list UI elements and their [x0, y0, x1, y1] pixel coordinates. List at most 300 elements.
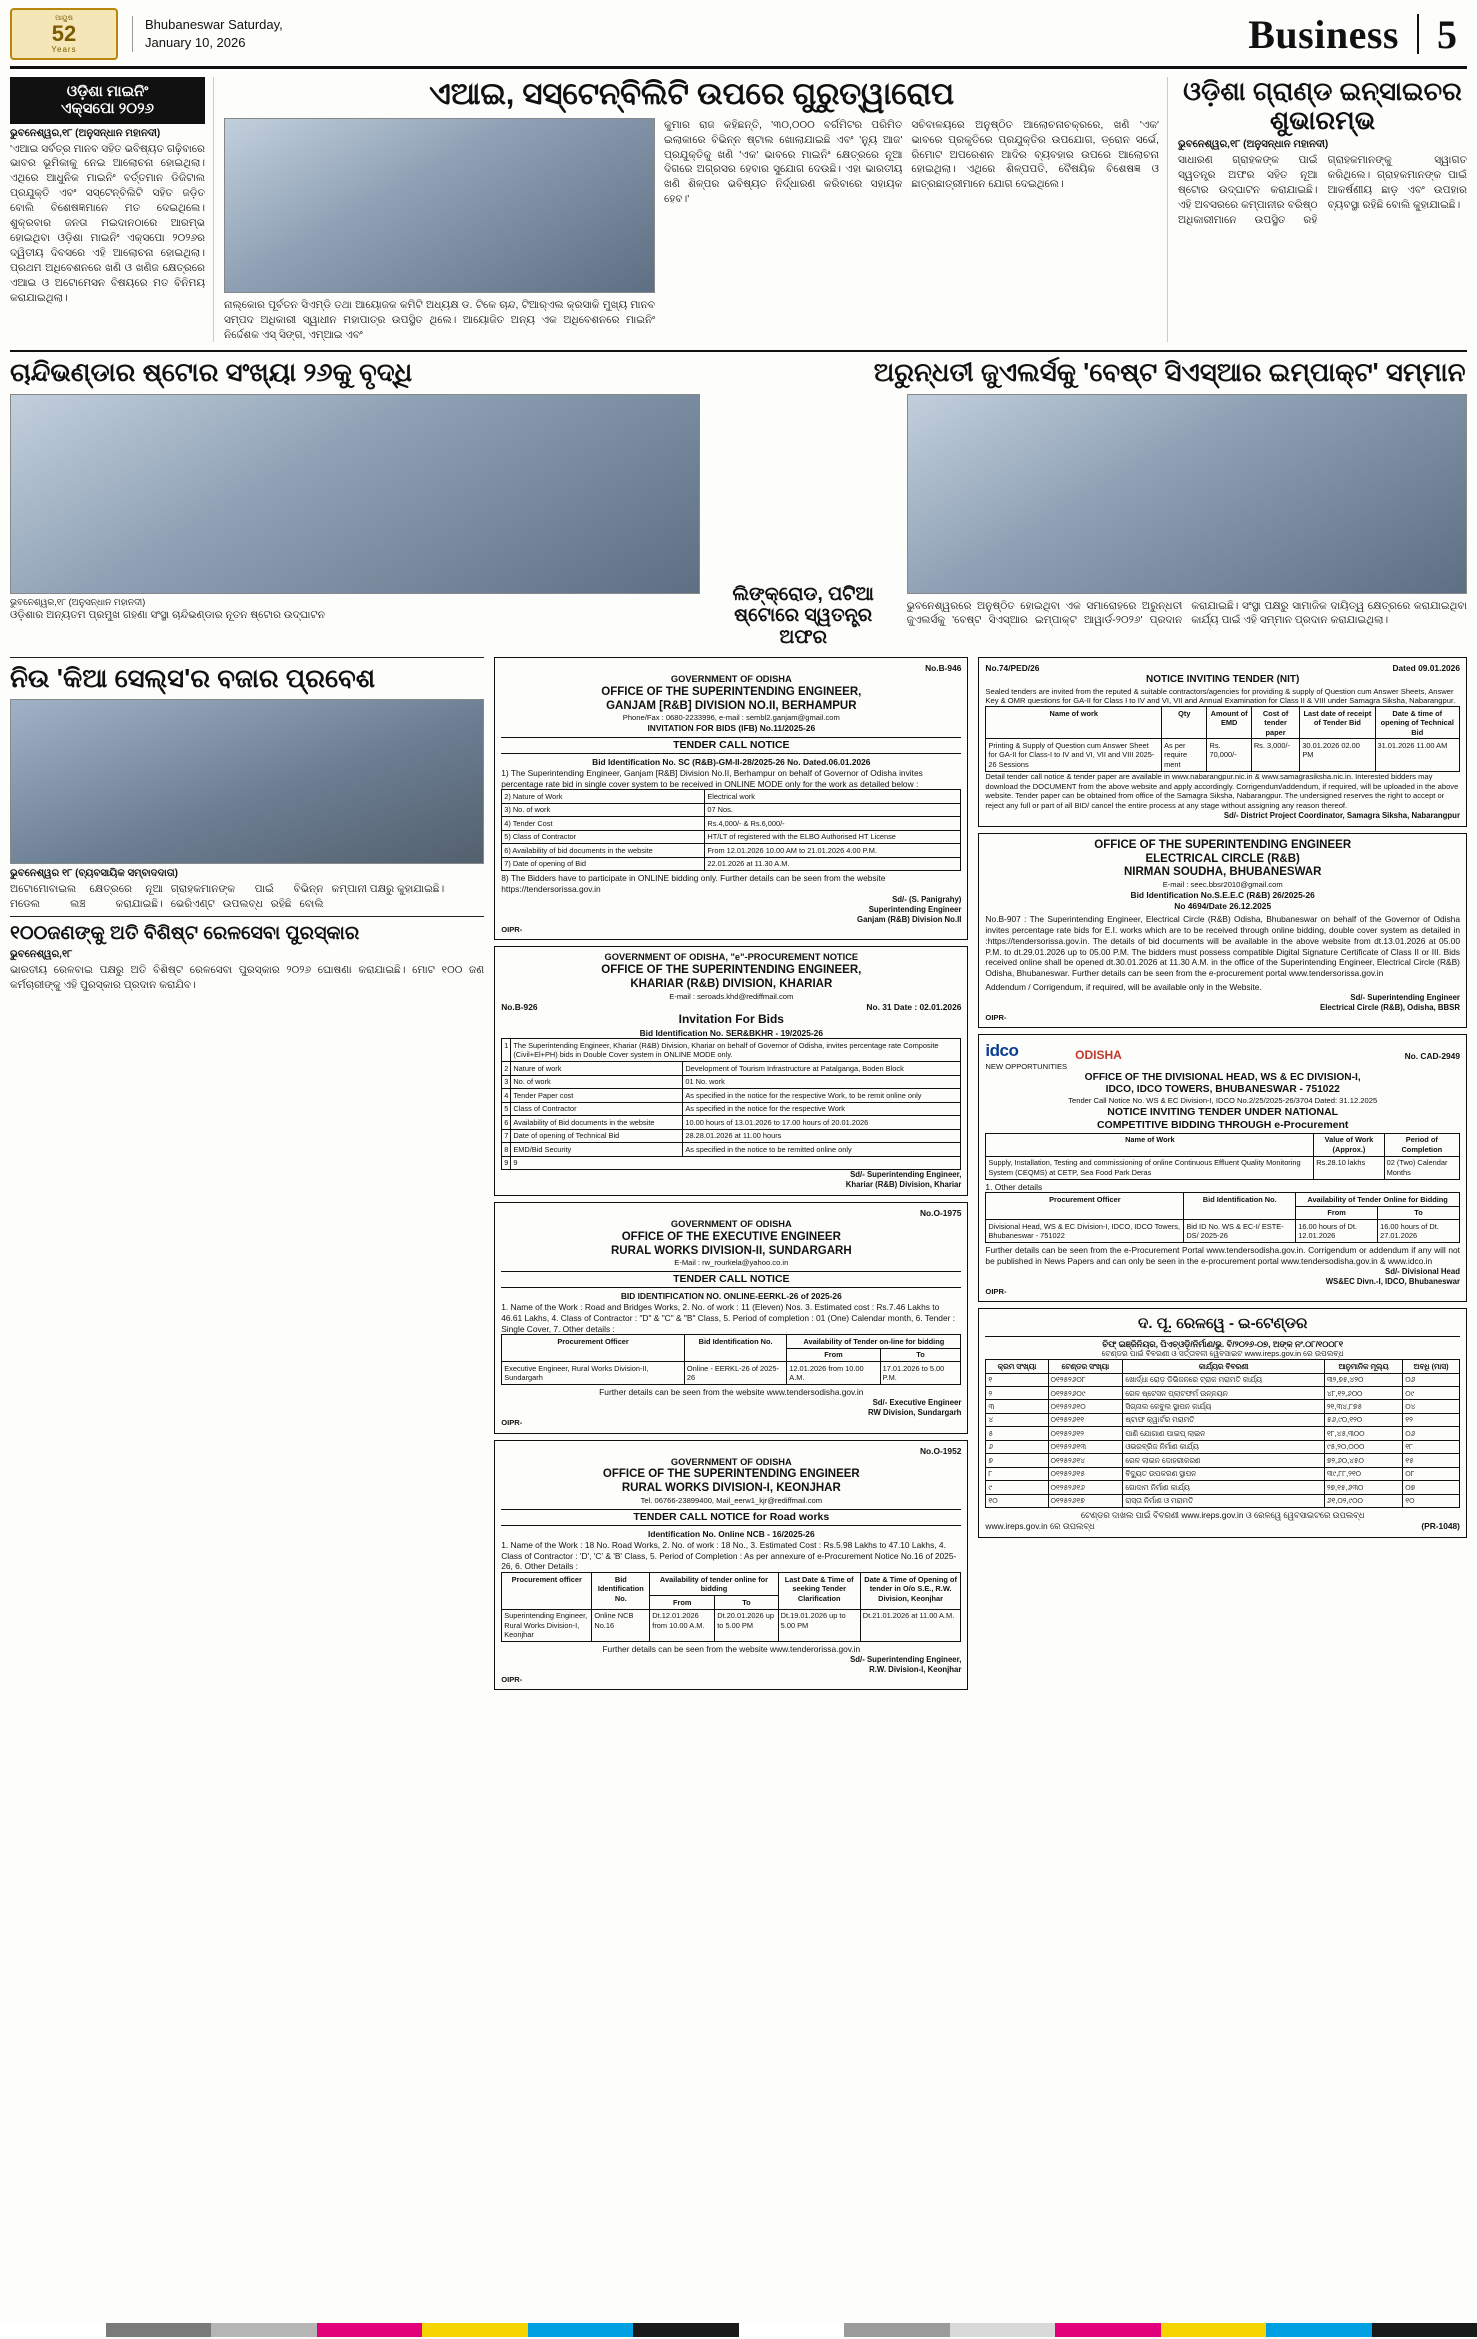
ireps-r8c1: ୮ [986, 1467, 1048, 1480]
table-row [502, 830, 961, 843]
keonjhar-lines: 1. Name of the Work : 18 No. Road Works, 2. No. of work : 18 No., 3. Estimated Cost : Rs.5.98 Lakhs to 47.10 Lakhs, 4. Class of Contractor : 'D', 'C' & 'B' Class, 5. Period of Completion : As per annexure of e-Procurement Notice No.16 of 2025-26, 6. Other Details : [501, 1539, 957, 1572]
idco-table-2 [985, 1192, 1460, 1243]
khariar-r3n: 3 [502, 1075, 511, 1088]
idco2-c2: Bid ID No. WS & EC-I/ ESTE-DS/ 2025-26 [1184, 1220, 1296, 1243]
ireps-h2: ଟେଣ୍ଡର ସଂଖ୍ୟା [1048, 1360, 1123, 1373]
keonjhar-gov: GOVERNMENT OF ODISHA [670, 1456, 792, 1467]
khariar-r8n: 8 [502, 1143, 511, 1156]
khariar-no: No.B-926 [501, 1001, 538, 1012]
nit-table [985, 706, 1460, 772]
ad-ganjam-tender [494, 657, 968, 940]
table-row [986, 1156, 1460, 1179]
ireps-r5c5: ୦୬ [1403, 1427, 1460, 1440]
ireps-r7c1: ୭ [986, 1454, 1048, 1467]
ganjam-tcn: TENDER CALL NOTICE [501, 737, 961, 754]
sundargarh-gov: GOVERNMENT OF ODISHA [670, 1218, 792, 1229]
lead-col4: ସଚିବାଳୟରେ ଅନୁଷ୍ଠିତ ଆଲୋଚନାଚକ୍ରରେ, ଖଣି 'ଏକ' ଭାବରେ ପ୍ରକୃତିରେ ପ୍ରଯୁକ୍ତିର ଉପଯୋଗ, ଡ୍ରୋନ ସର୍ଭେ, ରିମୋଟ ଅପରେଶନ ଆଦିର ବ୍ୟବହାର ଉପରେ ଆଲୋଚନା ହୋଇଥିଲା। ଏଥିରେ ଶିଳ୍ପପତି, ବୈଷୟିକ ବିଶେଷଜ୍ଞ ଓ ଛାତ୍ରଛାତ୍ରୀମାନେ ଯୋଗ ଦେଇଥିଲେ। [911, 118, 1159, 191]
keonjhar-no: No.O-1952 [919, 1445, 962, 1456]
table-row [502, 1362, 961, 1385]
ganjam-r6c2: 22.01.2026 at 11.30 A.M. [705, 857, 961, 870]
ireps-r7c2: ୦୧୨୫୨୬୧୪ [1048, 1454, 1123, 1467]
ganjam-no: No.B-946 [925, 663, 962, 674]
table-row [986, 1360, 1460, 1373]
ganjam-table [501, 789, 961, 871]
idco-footer: Further details can be seen from the e-Procurement Portal www.tendersodisha.gov.in. Corrigendum or addendum if any will not be published in News Papers and can only be seen in the e-procurement portal www.tendersodisha.gov.in & www.idco.in [985, 1245, 1460, 1267]
page-number: 5 [1437, 11, 1457, 57]
idco2-h3: Availability of Tender Online for Bidding [1296, 1193, 1460, 1206]
khariar-email: E-mail : seroads.khd@rediffmail.com [669, 991, 794, 1001]
keonjhar-office2: RURAL WORKS DIVISION-I, KEONJHAR [621, 1482, 841, 1495]
ad-nit-nabarangpur [978, 657, 1467, 827]
right-ads-column [978, 657, 1467, 1690]
lead-byline: ଭୁବନେଶ୍ୱର,୧୮ (ଅନୁସନ୍ଧାନ ମହାନଦୀ) [10, 127, 161, 139]
ec-body2: Addendum / Corrigendum, if required, will be available only in the Website. [985, 981, 1262, 992]
ganjam-intro: 1) The Superintending Engineer, Ganjam [R&B] Division No.II, Berhampur on behalf of Governor of Odisha invites percentage rate bid in single cover system to be received in ONLINE MODE only for the work as detailed below : [501, 767, 923, 789]
nit-h5: Last date of receipt of Tender Bid [1300, 707, 1375, 739]
keonjhar-office1: OFFICE OF THE SUPERINTENDING ENGINEER [602, 1468, 860, 1481]
ireps-r7c3: ରେଳ ଲାଇନ ଦୋହରୀକରଣ [1123, 1454, 1325, 1467]
table-row [986, 1494, 1460, 1507]
khariar-r4n: 4 [502, 1089, 511, 1102]
ireps-r2c3: ରେଳ ଷ୍ଟେସନ ପ୍ଲାଟଫର୍ମ ଉନ୍ନୟନ [1123, 1387, 1325, 1400]
story2-headline-left: ଚାନ୍ଦିଭଣ୍ଡାର ଷ୍ଟୋର ସଂଖ୍ୟା ୨୬କୁ ବୃଦ୍ଧି [10, 357, 413, 388]
ireps-r2c5: ୦୯ [1403, 1387, 1460, 1400]
sundargarh-oipr: OIPR- [501, 1418, 523, 1428]
logo-number: 52 [51, 20, 77, 46]
masthead-date [132, 16, 283, 51]
nit-c2: As per require ment [1162, 739, 1207, 771]
keonjhar-table [501, 1572, 961, 1642]
story2-left-caption: ଓଡ଼ିଶାର ଅନ୍ୟତମ ପ୍ରମୁଖ ଗହଣା ସଂସ୍ଥା ଚାନ୍ଦିଭଣ୍ଡାର ନୂତନ ଷ୍ଟୋର ଉଦ୍‌ଘାଟନ [10, 609, 325, 622]
nit-c1: Printing & Supply of Question cum Answer Sheet for GA-II for Class-I to IV and VI, VII and VIII 2025-26 Sessions [986, 739, 1162, 771]
sundargarh-lines: 1. Name of the Work : Road and Bridges Works, 2. No. of work : 11 (Eleven) Nos. 3. Estimated cost : Rs.7.46 Lakhs to 46.61 Lakhs, 4. Class of Contractor : "D" & "C" & "B" Class, 5. Period of completion : 01 (One) Calendar month, 6. Tender : Single Cover, 7. Other details : [501, 1302, 956, 1334]
khariar-r6b: 10.00 hours of 13.01.2026 to 17.00 hours of 20.01.2026 [683, 1116, 961, 1129]
ireps-r4c4: ୫୬,୯୦,୧୨୦ [1324, 1413, 1402, 1426]
sundargarh-sd2: RW Division, Sundargarh [867, 1408, 962, 1418]
ireps-h3: କାର୍ଯ୍ୟର ବିବରଣୀ [1123, 1360, 1325, 1373]
sundargarh-table [501, 1334, 961, 1385]
idco-table-1 [985, 1133, 1460, 1180]
sundargarh-tcn: TENDER CALL NOTICE [501, 1271, 961, 1288]
ganjam-footer: 8) The Bidders have to participate in ONLINE bidding only. Further details can be seen from the website https://tendersorissa.gov.in [501, 873, 886, 895]
table-row [502, 1075, 961, 1088]
sundargarh-c4: 17.01.2026 to 5.00 P.M. [880, 1362, 961, 1385]
lead-col3: କୁମାର ରାଜ କହିଛନ୍ତି, '୩୦,୦୦୦ ବର୍ଗମିଟର ପରିମିତ ଇଲାକାରେ ବିଭିନ୍ନ ଷ୍ଟାଲ ଖୋଲାଯାଇଛି ଏବଂ 'ନ୍ୟୁ ଆଜ' ପ୍ରଯୁକ୍ତିକୁ ଖଣି 'ଏକ' ଭାବରେ ମାଇନିଂ କ୍ଷେତ୍ରରେ ନୂଆ ଦିଗରେ ଅଗ୍ରସର ହେବାର ସୁଯୋଗ ଦେଉଛି। ଏହା ଭାରତୀୟ ଖଣି ଶିଳ୍ପର ଭବିଷ୍ୟତ ନିର୍ଦ୍ଧାରଣ କରିବାରେ ସହାୟକ ହେବ।' [663, 118, 903, 206]
sundargarh-email: E-Mail : rw_rourkela@yahoo.co.in [674, 1258, 789, 1268]
ireps-r3c1: ୩ [986, 1400, 1048, 1413]
idco-tcn-no: Tender Call Notice No. WS & EC Division-I, IDCO No.2/25/2025-26/3704 Dated: 31.12.2025 [1068, 1096, 1378, 1106]
ireps-r3c5: ୦୪ [1403, 1400, 1460, 1413]
sundargarh-c1: Executive Engineer, Rural Works Division-II, Sundargarh [502, 1362, 685, 1385]
nit-title: NOTICE INVITING TENDER (NIT) [1146, 673, 1300, 685]
sundargarh-office1: OFFICE OF THE EXECUTIVE ENGINEER [621, 1230, 841, 1243]
nit-c3: Rs. 70,000/- [1207, 739, 1251, 771]
nit-note: Detail tender call notice & tender paper are available in www.nabarangpur.nic.in & www.samagrasiksha.nic.in. Interested bidders may download the DOCUMENT from the above website and apply accordingly. Corrigendum/addendum, if required, will be uploaded in the above website. Tender paper can be obtained from office of the Samagra Siksha, Nabarangpur. The undersigned reserves the right to accept or reject any full or part of all BID/ cancel the entire process at any stage without assigning any reason thereof. [985, 771, 1459, 811]
ireps-sub2: ଟେଣ୍ଡର ପାଇଁ ବିବରଣୀ ଓ ସର୍ତ୍ତାବଳୀ ୱେବସାଇଟ www.ireps.gov.in ରେ ଉପଲବ୍ଧ [1101, 1349, 1344, 1359]
nit-c5: 30.01.2026 02.00 PM [1300, 739, 1375, 771]
table-row [986, 1467, 1460, 1480]
ganjam-r4c2: HT/LT of registered with the ELBO Authorised HT License [705, 830, 961, 843]
ireps-r7c4: ୭୨,୬୦,୪୫୦ [1324, 1454, 1402, 1467]
khariar-r4a: Tender Paper cost [511, 1089, 683, 1102]
story4-body: ଭାରତୀୟ ରେଳବାଇ ପକ୍ଷରୁ ଅତି ବିଶିଷ୍ଟ ରେଳସେବା ପୁରସ୍କାର ୨୦୨୬ ଘୋଷଣା କରାଯାଇଛି। ମୋଟ ୧୦୦ ଜଣ କର୍ମଚାରୀଙ୍କୁ ଏହି ପୁରସ୍କାର ପ୍ରଦାନ କରାଯିବ। [10, 963, 485, 991]
idco-sd1: Sd/- Divisional Head [1385, 1266, 1460, 1276]
khariar-r1t: The Superintending Engineer, Khariar (R&B) Division, Khariar on behalf of Governor of Odisha, invites percentage rate Composite (Civil+El+PH) bids in Double Cover system in ONLINE MODE only. [511, 1039, 961, 1062]
ganjam-r4c1: 5) Class of Contractor [502, 830, 705, 843]
keonjhar-c5: Dt.19.01.2026 up to 5.00 PM [778, 1609, 860, 1641]
ganjam-r6c1: 7) Date of opening of Bid [502, 857, 705, 870]
ireps-r2c2: ୦୧୨୫୨୬୦୯ [1048, 1387, 1123, 1400]
ireps-r4c3: ଷ୍ଟାଫ କ୍ୱାର୍ଟର ମରାମତି [1123, 1413, 1325, 1426]
ec-office1: OFFICE OF THE SUPERINTENDING ENGINEER [1094, 838, 1352, 851]
idco2-c1: Divisional Head, WS & EC Division-I, IDCO, IDCO Towers, Bhubaneswar - 751022 [986, 1220, 1184, 1243]
chandibhandar-photo [10, 394, 700, 594]
section-title: Business [1248, 11, 1399, 57]
ireps-r8c2: ୦୧୨୫୨୬୧୫ [1048, 1467, 1123, 1480]
khariar-r5b: As specified in the notice for the respective Work [683, 1102, 961, 1115]
sundargarh-c2: Online - EERKL-26 of 2025-26 [684, 1362, 786, 1385]
nit-h3: Amount of EMD [1207, 707, 1251, 739]
table-row [986, 1481, 1460, 1494]
masthead-right [1248, 11, 1467, 58]
table-row [502, 817, 961, 830]
idco-h3: Period of Completion [1384, 1133, 1459, 1156]
table-row [502, 803, 961, 816]
ganjam-r1c1: 2) Nature of Work [502, 790, 705, 803]
sundargarh-h3: Availability of Tender on-line for bidding [787, 1335, 961, 1348]
nit-h2: Qty [1162, 707, 1207, 739]
ganjam-r5c1: 6) Availability of bid documents in the website [502, 844, 705, 857]
khariar-r2b: Development of Tourism Infrastructure at Patalganga, Boden Block [683, 1062, 961, 1075]
anniversary-logo [10, 8, 118, 60]
ireps-h5: ଅବଧି (ମାସ) [1403, 1360, 1460, 1373]
story4-headline: ୧୦୦ଜଣଙ୍କୁ ଅତି ବିଶିଷ୍ଟ ରେଳସେବା ପୁରସ୍କାର [10, 916, 484, 945]
ad-sundargarh-tender [494, 1202, 968, 1434]
ireps-r10c3: ରାସ୍ତା ନିର୍ମାଣ ଓ ମରାମତି [1123, 1494, 1325, 1507]
nit-h4: Cost of tender paper [1251, 707, 1299, 739]
right-lead-headline: ଓଡ଼ିଶା ଗ୍ରାଣ୍ଡ ଇନ୍‌ସାଇଚର ଶୁଭାରମ୍ଭ [1183, 76, 1462, 136]
idco2-sub1: From [1296, 1206, 1378, 1219]
keonjhar-sd1: Sd/- Superintending Engineer, [850, 1654, 962, 1664]
lead-headline: ଏଆଇ, ସସ୍ଟେନ୍‌ବିଲିଟି ଉପରେ ଗୁରୁତ୍ୱାରୋପ [429, 76, 954, 111]
ec-no: No 4694/Date 26.12.2025 [1174, 900, 1272, 911]
khariar-r6a: Availability of Bid documents in the website [511, 1116, 683, 1129]
keonjhar-c1: Superintending Engineer, Rural Works Division-I, Keonjhar [502, 1609, 592, 1641]
lead-col1: 'ଏଆଇ ସର୍ବତ୍ର ମାନବ ସହିତ ଭବିଷ୍ୟତ ଗଢ଼ିବାରେ ଭାବର ଭୂମିକାକୁ ନେଇ ଆଲୋଚନା ହୋଇଥିଲା। ଏଥିରେ ଆଧୁନିକ ମାଇନିଂ ବର୍ତ୍ତମାନ ଡିଜିଟାଲ ପ୍ରଯୁକ୍ତି ଏବଂ ସସ୍ଟେନ୍‌ବିଲିଟି ସହିତ ଜଡ଼ିତ ବୋଲି ବିଶେଷଜ୍ଞମାନେ ମତ ଦେଇଥିଲେ। ଶୁକ୍ରବାର ଜନତା ମଇଦାନଠାରେ ଆରମ୍ଭ ହୋଇଥିବା ଓଡ଼ିଶା ମାଇନିଂ ଏକ୍ସପୋ ୨୦୨୬ର ଦ୍ୱିତୀୟ ଦିବସରେ ଏହି ଆଲୋଚନା ହୋଇଥିଲା। ପ୍ରଥମ ଅଧିବେଶନରେ ଖଣି ଓ ଖଣିଜ କ୍ଷେତ୍ରରେ ଏଆଇ ଓ ଅଟୋମେସନ ବିଷୟରେ ମତ ବିନିମୟ କରାଯାଇଥିଲା। [10, 142, 205, 304]
khariar-sd1: Sd/- Superintending Engineer, [850, 1170, 962, 1180]
ganjam-r3c1: 4) Tender Cost [502, 817, 705, 830]
idco-other: 1. Other details [985, 1181, 1043, 1192]
idco-sd2: WS&EC Divn.-I, IDCO, Bhubaneswar [1325, 1276, 1460, 1286]
story2-subhead: ଲିଙ୍କ୍‌ରୋଡ, ପଟିଆ ଷ୍ଟୋରେ ସ୍ୱତନ୍ତ୍ର ଅଫର [732, 583, 874, 649]
khariar-table [501, 1038, 961, 1170]
ireps-r1c1: ୧ [986, 1373, 1048, 1386]
ireps-r2c4: ୪୮,୧୨,୬୦୦ [1324, 1387, 1402, 1400]
keonjhar-sub1: From [650, 1596, 715, 1609]
ad-keonjhar-tender [494, 1440, 968, 1691]
ireps-r4c1: ୪ [986, 1413, 1048, 1426]
idco-logo-sub: NEW OPPORTUNITIES [985, 1061, 1068, 1071]
table-row [502, 1143, 961, 1156]
table-row [502, 1156, 961, 1169]
ireps-r6c2: ୦୧୨୫୨୬୧୩ [1048, 1440, 1123, 1453]
ganjam-r5c2: From 12.01.2026 10.00 AM to 21.01.2026 4.00 P.M. [705, 844, 961, 857]
idco-title1: NOTICE INVITING TENDER UNDER NATIONAL [1107, 1105, 1339, 1118]
table-row [986, 1400, 1460, 1413]
keonjhar-footer: Further details can be seen from the website www.tenderorissa.gov.in [602, 1643, 861, 1654]
ireps-r5c2: ୦୧୨୫୨୬୧୨ [1048, 1427, 1123, 1440]
idco-c1: Supply, Installation, Testing and commissioning of online Continuous Effluent Quality Monitoring System (CEQMS) at CETP, Sea Food Park Deras [986, 1156, 1314, 1179]
ireps-r5c4: ୧୮,୪୫,୩୦୦ [1324, 1427, 1402, 1440]
masthead-divider [1417, 14, 1419, 54]
ec-email: E-mail : seec.bbsr2010@gmail.com [1162, 880, 1283, 890]
ireps-r8c3: ବିଦ୍ୟୁତ ଉପକରଣ ସ୍ଥାପନ [1123, 1467, 1325, 1480]
table-row [986, 1220, 1460, 1243]
ireps-r6c3: ଓଭରବ୍ରିଜ ନିର୍ମାଣ କାର୍ଯ୍ୟ [1123, 1440, 1325, 1453]
ireps-footer1: ଟେଣ୍ଡର ଦାଖଲ ପାଇଁ ବିବରଣୀ www.ireps.gov.in ଓ ରେଳୱେ ୱେବସାଇଟରେ ଉପଲବ୍ଧ [1080, 1510, 1365, 1521]
keonjhar-h3: Availability of tender online for bidding [650, 1573, 778, 1596]
ganjam-r2c2: 07 Nos. [705, 803, 961, 816]
nit-h6: Date & time of opening of Technical Bid [1375, 707, 1459, 739]
ireps-r10c2: ୦୧୨୫୨୬୧୭ [1048, 1494, 1123, 1507]
ganjam-office2: GANJAM [R&B] DIVISION NO.II, BERHAMPUR [606, 699, 857, 712]
khariar-gov: GOVERNMENT OF ODISHA, "e"-PROCUREMENT NOTICE [604, 952, 859, 963]
logo-years: Years [51, 44, 77, 54]
story2-byline: ଭୁବନେଶ୍ୱର,୧୮ (ଅନୁସନ୍ଧାନ ମହାନଦୀ) [10, 596, 146, 607]
khariar-title: Invitation For Bids [678, 1012, 784, 1027]
khariar-r1n: 1 [502, 1039, 511, 1062]
ireps-table [985, 1359, 1460, 1508]
table-row [502, 1116, 961, 1129]
keonjhar-c3: Dt.12.01.2026 from 10.00 A.M. [650, 1609, 715, 1641]
ireps-h1: କ୍ରମ ସଂଖ୍ୟା [986, 1360, 1048, 1373]
nit-body: Sealed tenders are invited from the reputed & suitable contractors/agencies for providing & supply of Question cum Answer Sheets, Answer Key & OMR questions for GA-II for Class I to IV and VI, VII and Annual Examination for Class II & VIII under Samagra Siksha, Nabarangpur. [985, 686, 1456, 706]
sundargarh-office2: RURAL WORKS DIVISION-II, SUNDARGARH [610, 1244, 852, 1257]
keonjhar-sub2: To [715, 1596, 778, 1609]
lead-photo [224, 118, 655, 293]
table-row [502, 1609, 961, 1641]
ganjam-sd2: Superintending Engineer [868, 904, 962, 914]
ireps-footer2: www.ireps.gov.in ରେ ଉପଲବ୍ଧ [985, 1520, 1095, 1531]
ireps-r9c4: ୨୭,୧୫,୬୩୦ [1324, 1481, 1402, 1494]
ganjam-dated: Dated.06.01.2026 [802, 757, 871, 768]
story2-headline-right: ଅରୁନ୍ଧତୀ ଜୁଏଲର୍ସକୁ 'ବେଷ୍ଟ ସିଏସ୍‌ଆର ଇମ୍ପାକ୍ଟ' ସମ୍ମାନ [873, 357, 1466, 388]
nit-c6: 31.01.2026 11.00 AM [1375, 739, 1459, 771]
expo-banner-line1: ଓଡ଼ିଶା ମାଇନିଂ [66, 83, 149, 100]
right-lead-body: ସାଧାରଣ ଗ୍ରାହକଙ୍କ ପାଇଁ ସ୍ୱତନ୍ତ୍ର ଅଫର ସହିତ ନୂଆ ଷ୍ଟୋର ଉଦ୍‌ଘାଟନ କରାଯାଇଛି। ଏହି ଅବସରରେ କମ୍ପାନୀର ବରିଷ୍ଠ ଅଧିକାରୀମାନେ ଉପସ୍ଥିତ ରହି ଗ୍ରାହକମାନଙ୍କୁ ସ୍ୱାଗତ କରିଥିଲେ। ଗ୍ରାହକମାନଙ୍କ ପାଇଁ ଆକର୍ଷଣୀୟ ଛାଡ଼ ଏବଂ ଉପହାର ବ୍ୟବସ୍ଥା ରହିଛି ବୋଲି କୁହାଯାଇଛି। [1178, 154, 1467, 226]
logo-top-text: ଆୟୁଷ [55, 14, 73, 22]
ireps-r2c1: ୨ [986, 1387, 1048, 1400]
ireps-r1c4: ୩୨,୭୫,୪୨୦ [1324, 1373, 1402, 1386]
table-row [502, 1062, 961, 1075]
nit-ref: No.74/PED/26 [985, 663, 1040, 674]
ireps-r6c4: ୯୫,୨୦,୦୦୦ [1324, 1440, 1402, 1453]
color-registration-bar [0, 2323, 1477, 2337]
sundargarh-h2: Bid Identification No. [684, 1335, 786, 1362]
sundargarh-no: No.O-1975 [919, 1208, 962, 1219]
middle-ads-column [494, 657, 968, 1690]
khariar-bid-id: Bid Identification No. SER&BKHR - 19/2025-26 [639, 1027, 823, 1038]
idco2-c4: 16.00 hours of Dt. 27.01.2026 [1378, 1220, 1460, 1243]
table-row [986, 1373, 1460, 1386]
ec-bid-id: Bid Identification No.S.E.E.C (R&B) 26/2025-26 [1130, 889, 1315, 900]
masthead-date-line1: Bhubaneswar Saturday, [145, 17, 283, 33]
keonjhar-oipr: OIPR- [501, 1674, 523, 1684]
left-news-column [10, 657, 484, 1690]
ganjam-invitation: INVITATION FOR BIDS (IFB) No.11/2025-26 [647, 723, 816, 734]
ireps-r5c1: ୫ [986, 1427, 1048, 1440]
expo-banner [10, 77, 205, 124]
ireps-r10c1: ୧୦ [986, 1494, 1048, 1507]
nit-c4: Rs. 3,000/- [1251, 739, 1299, 771]
idco2-h1: Procurement Officer [986, 1193, 1184, 1220]
story3-body: ଅଟୋମୋବାଇଲ କ୍ଷେତ୍ରରେ ନୂଆ ମଡେଲ ଲଞ୍ଚ କରାଯାଇଛି। ଗ୍ରାହକମାନଙ୍କ ପାଇଁ ବିଭିନ୍ନ ଭେରିଏଣ୍ଟ ଉପଲବ୍ଧ ରହିଛି ବୋଲି କମ୍ପାନୀ ପକ୍ଷରୁ କୁହାଯାଇଛି। [10, 883, 445, 911]
khariar-office2: KHARIAR (R&B) DIVISION, KHARIAR [630, 978, 833, 991]
table-row [986, 1440, 1460, 1453]
ireps-r6c1: ୬ [986, 1440, 1048, 1453]
ganjam-r2c1: 3) No. of work [502, 803, 705, 816]
keonjhar-c2: Online NCB No.16 [592, 1609, 650, 1641]
story2-photo-col [10, 394, 700, 650]
ireps-h4: ଆନୁମାନିକ ମୂଲ୍ୟ [1324, 1360, 1402, 1373]
ireps-r10c5: ୧୦ [1403, 1494, 1460, 1507]
table-row [986, 1133, 1460, 1156]
idco-c3: 02 (Two) Calendar Months [1384, 1156, 1459, 1179]
idco-oipr: OIPR- [985, 1286, 1007, 1296]
khariar-r2a: Nature of work [511, 1062, 683, 1075]
kia-car-photo [10, 699, 484, 864]
ad-electrical-circle [978, 833, 1467, 1029]
khariar-r5a: Class of Contractor [511, 1102, 683, 1115]
idco-office1: OFFICE OF THE DIVISIONAL HEAD, WS & EC DIVISION-I, [1084, 1071, 1361, 1083]
khariar-r7a: Date of opening of Technical Bid [511, 1129, 683, 1142]
ganjam-gov: GOVERNMENT OF ODISHA [670, 673, 792, 684]
right-lead-byline: ଭୁବନେଶ୍ୱର,୧୮ (ଅନୁସନ୍ଧାନ ମହାନଦୀ) [1178, 139, 1329, 151]
table-row [986, 707, 1460, 739]
sundargarh-sd1: Sd/- Executive Engineer [872, 1398, 962, 1408]
ireps-r3c3: ସିଗ୍ନାଲ କେବୁଲ ସ୍ଥାପନ କାର୍ଯ୍ୟ [1123, 1400, 1325, 1413]
arundhati-award-photo [907, 394, 1467, 594]
ad-khariar-tender [494, 946, 968, 1196]
khariar-r3b: 01 No. work [683, 1075, 961, 1088]
khariar-r7n: 7 [502, 1129, 511, 1142]
khariar-r2n: 2 [502, 1062, 511, 1075]
expo-banner-line2: ଏକ୍ସପୋ ୨୦୨୬ [61, 100, 154, 118]
story2-right-col [907, 394, 1467, 650]
ganjam-sd3: Ganjam (R&B) Division No.II [857, 914, 962, 924]
ec-sd1: Sd/- Superintending Engineer [1350, 992, 1460, 1002]
ireps-sub1: ଚିଫ୍ ଇଞ୍ଜିନିୟର, ପିଏଚ୍‌ଓଡ଼ି/ନିର୍ମାଣ/ଭୁ. ବି/୨୦୨୬-୦୭, ଅଙ୍କ ନଂ.୦୮/୧୦୦୮୧ [1102, 1338, 1344, 1349]
table-row [986, 1387, 1460, 1400]
story3-headline: ନିଉ 'କିଆ ସେଲ୍‌ସ'ର ବଜାର ପ୍ରବେଶ [10, 657, 484, 693]
table-row [986, 1413, 1460, 1426]
idco-brand: ODISHA [1075, 1048, 1122, 1063]
ireps-r6c5: ୧୮ [1403, 1440, 1460, 1453]
keonjhar-tcn: TENDER CALL NOTICE for Road works [501, 1509, 961, 1526]
idco2-sub2: To [1378, 1206, 1460, 1219]
keonjhar-c6: Dt.21.01.2026 at 11.00 A.M. [860, 1609, 961, 1641]
khariar-r4b: As specified in the notice for the respective Work, to be remit online only [683, 1089, 961, 1102]
ganjam-sd1: Sd/- (S. Panigrahy) [892, 894, 962, 904]
keonjhar-h1: Procurement officer [502, 1573, 592, 1609]
table-row [502, 857, 961, 870]
idco-title2: COMPETITIVE BIDDING THROUGH e-Procurement [1096, 1119, 1349, 1132]
ganjam-office1: OFFICE OF THE SUPERINTENDING ENGINEER, [601, 685, 862, 698]
sundargarh-sub2: To [880, 1348, 961, 1361]
table-row [502, 1573, 961, 1596]
khariar-r8a: EMD/Bid Security [511, 1143, 683, 1156]
ireps-r5c3: ପାଣି ଯୋଗାଣ ପାଇପ୍ ଲାଇନ [1123, 1427, 1325, 1440]
table-row [986, 1427, 1460, 1440]
ireps-r3c2: ୦୧୨୫୨୬୧୦ [1048, 1400, 1123, 1413]
table-row [986, 1193, 1460, 1206]
story2-right [874, 358, 1467, 387]
right-lead-story [1167, 77, 1467, 342]
story3-byline: ଭୁବନେଶ୍ୱର ୧୮ (ବ୍ୟବସାୟିକ ସମ୍ବାଦଦାତା) [10, 868, 179, 880]
ec-sd2: Electrical Circle (R&B), Odisha, BBSR [1320, 1002, 1460, 1012]
expo-banner-col [10, 77, 205, 342]
idco-c2: Rs.28.10 lakhs [1314, 1156, 1384, 1179]
ganjam-oipr: OIPR- [501, 924, 523, 934]
ireps-title: ଦ. ପୂ. ରେଳୱେ - ଇ-ଟେଣ୍ଡର [985, 1314, 1460, 1336]
masthead [10, 8, 1467, 69]
ad-idco-tender [978, 1034, 1467, 1302]
table-row [502, 1039, 961, 1062]
table-row [502, 1335, 961, 1348]
table-row [986, 1454, 1460, 1467]
sundargarh-h1: Procurement Officer [502, 1335, 685, 1362]
keonjhar-h2: Bid Identification No. [592, 1573, 650, 1609]
keonjhar-bid-id: Identification No. Online NCB - 16/2025-26 [648, 1529, 815, 1540]
khariar-r3a: No. of work [511, 1075, 683, 1088]
table-row [502, 1102, 961, 1115]
nit-dated: Dated 09.01.2026 [1392, 663, 1460, 674]
khariar-r9t: 9 [511, 1156, 961, 1169]
ec-office3: NIRMAN SOUDHA, BHUBANESWAR [1123, 866, 1322, 879]
ireps-r9c3: ଗୋଦାମ ନିର୍ମାଣ କାର୍ଯ୍ୟ [1123, 1481, 1325, 1494]
ireps-r9c5: ୦୭ [1403, 1481, 1460, 1494]
idco2-h2: Bid Identification No. [1184, 1193, 1296, 1220]
ireps-r4c5: ୧୨ [1403, 1413, 1460, 1426]
ganjam-bid-id: Bid Identification No. SC (R&B)-GM-II-28/2025-26 No. [592, 757, 801, 768]
story4-byline: ଭୁବନେଶ୍ୱର,୧୮ [10, 948, 73, 960]
ireps-r7c5: ୧୫ [1403, 1454, 1460, 1467]
masthead-date-line2: January 10, 2026 [145, 35, 246, 50]
table-row [502, 1089, 961, 1102]
idco-logo [985, 1040, 1067, 1071]
keonjhar-c4: Dt.20.01.2026 up to 5.00 PM [715, 1609, 778, 1641]
story2-sub-col [710, 394, 897, 650]
nit-h1: Name of work [986, 707, 1162, 739]
sundargarh-bid-id: BID IDENTIFICATION NO. ONLINE-EERKL-26 of 2025-26 [620, 1291, 842, 1302]
ganjam-r3c2: Rs.4,000/- & Rs.6,000/- [705, 817, 961, 830]
sundargarh-c3: 12.01.2026 from 10.00 A.M. [787, 1362, 880, 1385]
ireps-r4c2: ୦୧୨୫୨୬୧୧ [1048, 1413, 1123, 1426]
khariar-r5n: 5 [502, 1102, 511, 1115]
khariar-office1: OFFICE OF THE SUPERINTENDING ENGINEER, [601, 964, 862, 977]
ireps-r9c2: ୦୧୨୫୨୬୧୬ [1048, 1481, 1123, 1494]
table-row [502, 844, 961, 857]
idco-h2: Value of Work (Approx.) [1314, 1133, 1384, 1156]
khariar-r8b: As specified in the notice to be remitted online only [683, 1143, 961, 1156]
ganjam-r1c2: Electrical work [705, 790, 961, 803]
ireps-r10c4: ୬୧,୦୨,୯୦୦ [1324, 1494, 1402, 1507]
idco-logo-text: idco [985, 1041, 1019, 1061]
lead-story [213, 77, 1159, 342]
ireps-r8c4: ୩୯,୮୮,୨୧୦ [1324, 1467, 1402, 1480]
khariar-r9n: 9 [502, 1156, 511, 1169]
ireps-pr: (PR-1048) [1421, 1520, 1460, 1531]
